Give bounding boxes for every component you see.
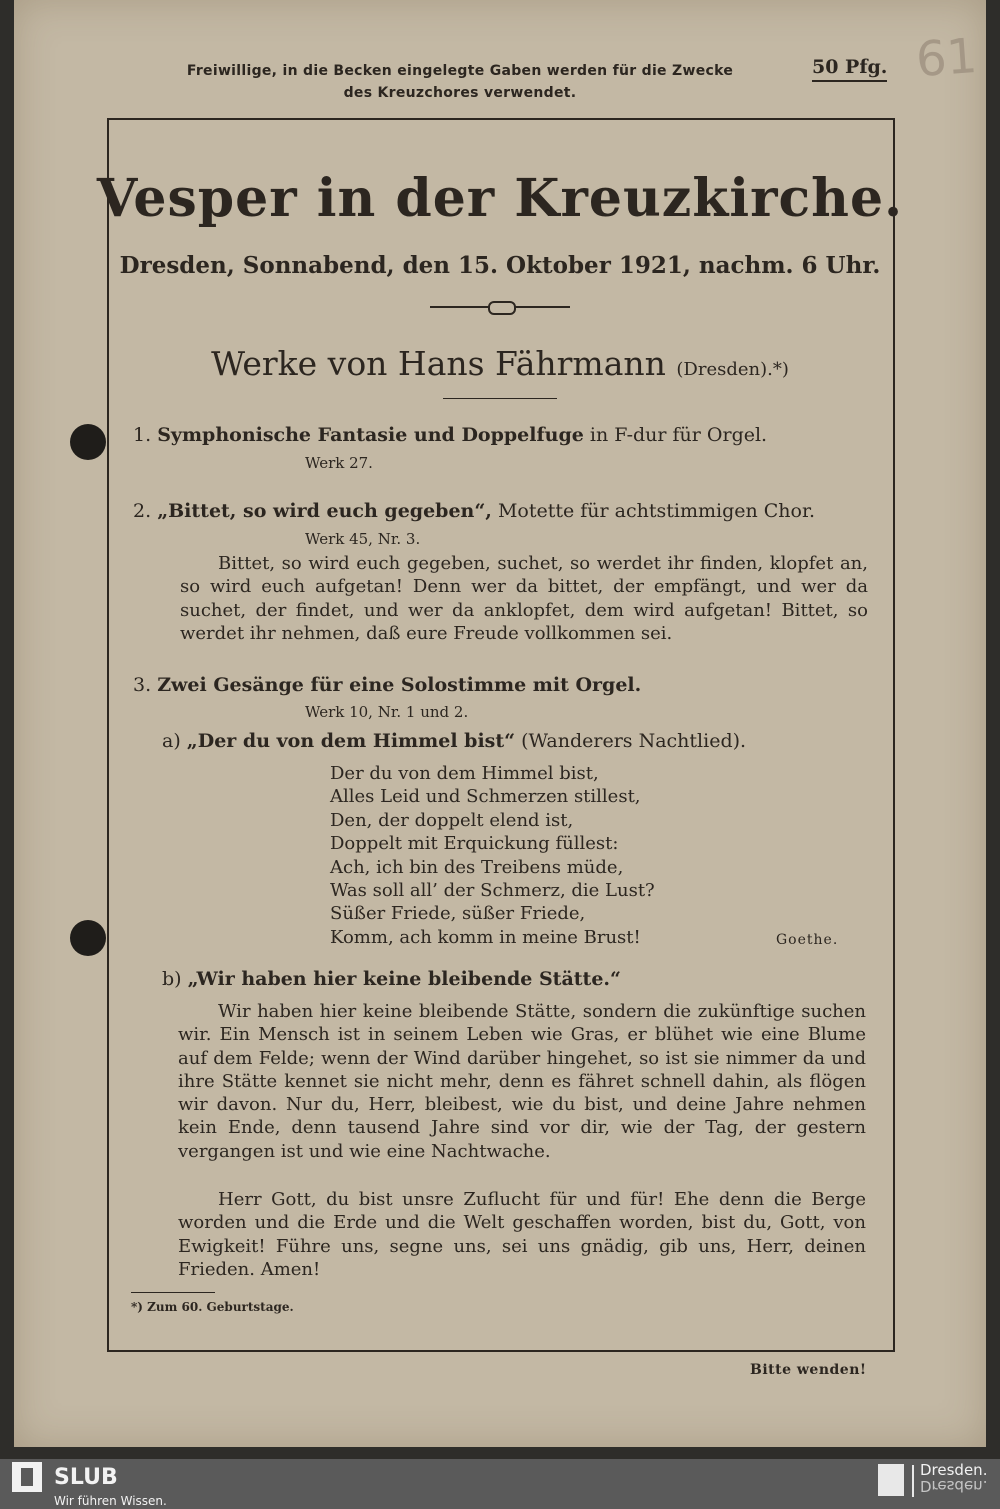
- page-title: Vesper in der Kreuzkirche.: [96, 168, 904, 229]
- slub-logo-icon: [12, 1462, 42, 1492]
- song-heading: [162, 730, 746, 752]
- coat-of-arms-icon: [878, 1464, 904, 1496]
- item-number: 3.: [133, 674, 152, 696]
- footnote-rule: [131, 1292, 215, 1293]
- pencil-mark: 61: [914, 27, 979, 89]
- opus-number: Werk 10, Nr. 1 und 2.: [305, 703, 469, 721]
- opus-number: Werk 45, Nr. 3.: [305, 530, 421, 548]
- poem-author: Goethe.: [776, 932, 839, 948]
- item-title: Symphonische Fantasie und Doppelfuge: [157, 424, 584, 446]
- item-number: 1.: [133, 424, 152, 446]
- ornament-knot: [488, 301, 516, 315]
- song-title: „Der du von dem Himmel bist“: [186, 730, 516, 752]
- poem-line: Der du von dem Himmel bist,: [330, 763, 599, 784]
- song-heading: [162, 968, 621, 990]
- event-date: Dresden, Sonnabend, den 15. Oktober 1921, nachm. 6 Uhr.: [119, 252, 881, 279]
- slub-name: SLUB: [54, 1465, 118, 1490]
- composer-heading: Werke von Hans Fährmann: [211, 344, 666, 383]
- song-subtitle: (Wanderers Nachtlied).: [521, 730, 747, 752]
- poem-line: Ach, ich bin des Treibens müde,: [330, 856, 624, 878]
- works-heading: [0, 344, 1000, 383]
- song-title: „Wir haben hier keine bleibende Stätte.“: [187, 968, 621, 990]
- dresden-wordmark-mirror: Dresden.: [920, 1477, 988, 1495]
- poem-line: Alles Leid und Schmerzen stillest,: [330, 786, 641, 808]
- poem-line: Doppelt mit Erquickung füllest:: [330, 833, 619, 855]
- punch-hole: [70, 920, 106, 956]
- donation-note: [150, 60, 770, 104]
- price-label: 50 Pfg.: [812, 56, 887, 82]
- item-description: Motette für achtstimmigen Chor.: [497, 500, 815, 522]
- motet-text: Bittet, so wird euch gegeben, suchet, so werdet ihr finden, klopfet an, so wird euch aufgetan! Denn wer da bittet, der empfängt, und wer da suchet, der findet, und wer da anklopfet, dem wird aufgetan! Bittet, so werdet ihr nehmen, daß eure Freude vollkommen sei.: [180, 553, 868, 644]
- item-number: 2.: [133, 500, 152, 522]
- turn-page-note: Bitte wenden!: [750, 1362, 867, 1378]
- item-description: in F-dur für Orgel.: [589, 424, 768, 446]
- opus-number: Werk 27.: [305, 454, 373, 472]
- poem-line: Den, der doppelt elend ist,: [330, 809, 574, 831]
- program-item: [133, 424, 767, 446]
- library-footer: [0, 1459, 1000, 1509]
- dresden-logo: [920, 1463, 987, 1493]
- poem: [330, 762, 655, 949]
- song-label: b): [162, 968, 182, 990]
- poem-line: Was soll all’ der Schmerz, die Lust?: [330, 880, 655, 902]
- item-title: „Bittet, so wird euch gegeben“,: [157, 500, 492, 522]
- poem-line: Süßer Friede, süßer Friede,: [330, 903, 586, 925]
- song-text: Herr Gott, du bist unsre Zuflucht für und für! Ehe denn die Berge worden und die Erde und die Welt geschaffen worden, bist du, Gott, von Ewigkeit! Führe uns, segne uns, sei uns gnädig, gib uns, Herr, deinen Frieden. Amen!: [178, 1189, 866, 1280]
- slub-tagline: Wir führen Wissen.: [54, 1494, 167, 1508]
- song-label: a): [162, 730, 181, 752]
- donation-line: Freiwillige, in die Becken eingelegte Gaben werden für die Zwecke: [186, 63, 734, 79]
- divider: [443, 398, 557, 399]
- footnote: *) Zum 60. Geburtstage.: [131, 1300, 294, 1314]
- program-item: [133, 674, 641, 696]
- divider: [912, 1465, 914, 1497]
- program-item: [133, 500, 815, 522]
- donation-line: des Kreuzchores verwendet.: [343, 85, 577, 101]
- item-title: Zwei Gesänge für eine Solostimme mit Orgel.: [157, 674, 642, 696]
- dresden-wordmark: Dresden.: [920, 1461, 988, 1479]
- punch-hole: [70, 424, 106, 460]
- poem-line: Komm, ach komm in meine Brust!: [330, 926, 641, 948]
- composer-origin: (Dresden).*): [676, 359, 789, 380]
- song-text: Wir haben hier keine bleibende Stätte, sondern die zukünftige suchen wir. Ein Mensch ist in seinem Leben wie Gras, er blühet wie eine Blume auf dem Felde; wenn der Wind darüber hingehet, so ist sie nimmer da und ihre Stätte kennet sie nicht mehr, denn es fähret schnell dahin, als flögen wir davon. Nur du, Herr, bleibest, wie du bist, und deine Jahre nehmen kein Ende, denn tausend Jahre sind vor dir, wie der Tag, der gestern vergangen ist und wie eine Nachtwache.: [178, 1001, 866, 1162]
